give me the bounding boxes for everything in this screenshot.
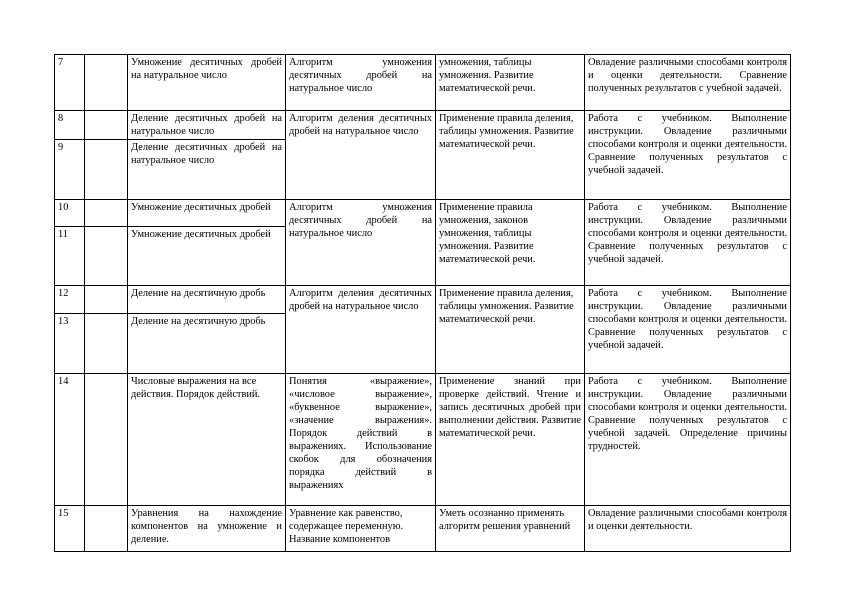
date-cell — [85, 506, 128, 552]
lesson-content: Алгоритм умножения десятичных дробей на натуральное число — [286, 55, 436, 111]
lesson-topic: Умножение десятичных дробей на натуральное число — [128, 55, 286, 111]
date-cell — [85, 200, 128, 227]
lesson-number: 12 — [55, 286, 85, 314]
date-cell — [85, 227, 128, 286]
lesson-number: 15 — [55, 506, 85, 552]
date-cell — [85, 286, 128, 314]
lesson-topic: Умножение десятичных дробей — [128, 227, 286, 286]
lesson-uud: Работа с учебником. Выполнение инструкции. Овладение различными способами контроля и оценки деятельности. Сравнение полученных результатов с учебной задачей. — [585, 286, 791, 374]
lesson-uud: Работа с учебником. Выполнение инструкции. Овладение различными способами контроля и оценки деятельности. Сравнение полученных результатов с учебной задачей. — [585, 200, 791, 286]
lesson-uud: Овладение различными способами контроля и оценки деятельности. Сравнение полученных результатов с учебной задачей. — [585, 55, 791, 111]
lesson-topic: Деление десятичных дробей на натуральное число — [128, 111, 286, 140]
table-row — [55, 55, 791, 111]
date-cell — [85, 111, 128, 140]
table-row — [55, 506, 791, 552]
lesson-topic: Деление на десятичную дробь — [128, 314, 286, 374]
lesson-skills: Уметь осознанно применять алгоритм решения уравнений — [436, 506, 585, 552]
lesson-topic: Уравнения на нахождение компонентов на умножение и деление. — [128, 506, 286, 552]
lesson-topic: Деление десятичных дробей на натуральное число — [128, 140, 286, 200]
lesson-skills: умножения, таблицы умножения. Развитие математической речи. — [436, 55, 585, 111]
lesson-number: 13 — [55, 314, 85, 374]
lesson-content: Алгоритм умножения десятичных дробей на натуральное число — [286, 200, 436, 286]
lesson-content: Алгоритм деления десятичных дробей на натуральное число — [286, 111, 436, 200]
table-row — [55, 374, 791, 506]
lesson-uud: Работа с учебником. Выполнение инструкции. Овладение различными способами контроля и оценки деятельности. Сравнение полученных результатов с учебной задачей. — [585, 111, 791, 200]
table-row — [55, 286, 791, 314]
lesson-uud: Работа с учебником. Выполнение инструкции. Овладение различными способами контроля и оценки деятельности. Сравнение полученных результатов с учебной задачей. Определение причины трудностей. — [585, 374, 791, 506]
lesson-skills: Применение правила деления, таблицы умножения. Развитие математической речи. — [436, 111, 585, 200]
lesson-skills: Применение знаний при проверке действий. Чтение и запись десятичных дробей при выполнении действия. Развитие математической речи. — [436, 374, 585, 506]
date-cell — [85, 55, 128, 111]
lesson-number: 7 — [55, 55, 85, 111]
lesson-topic: Числовые выражения на все действия. Порядок действий. — [128, 374, 286, 506]
lesson-number: 8 — [55, 111, 85, 140]
date-cell — [85, 374, 128, 506]
date-cell — [85, 140, 128, 200]
lesson-number: 10 — [55, 200, 85, 227]
lesson-topic: Деление на десятичную дробь — [128, 286, 286, 314]
lesson-number: 14 — [55, 374, 85, 506]
lesson-topic: Умножение десятичных дробей — [128, 200, 286, 227]
table-row — [55, 200, 791, 227]
date-cell — [85, 314, 128, 374]
lesson-number: 11 — [55, 227, 85, 286]
lesson-content: Понятия «выражение», «числовое выражение», «буквенное выражение», «значение выражения». Порядок действий в выражениях. Использование скобок для обозначения порядка действий в выражениях — [286, 374, 436, 506]
lesson-skills: Применение правила умножения, законов умножения, таблицы умножения. Развитие математической речи. — [436, 200, 585, 286]
lesson-number: 9 — [55, 140, 85, 200]
lesson-uud: Овладение различными способами контроля и оценки деятельности. — [585, 506, 791, 552]
lesson-content: Алгоритм деления десятичных дробей на натуральное число — [286, 286, 436, 374]
table-row — [55, 111, 791, 140]
lesson-content: Уравнение как равенство, содержащее переменную. Название компонентов — [286, 506, 436, 552]
lesson-plan-table — [54, 54, 791, 552]
lesson-skills: Применение правила деления, таблицы умножения. Развитие математической речи. — [436, 286, 585, 374]
